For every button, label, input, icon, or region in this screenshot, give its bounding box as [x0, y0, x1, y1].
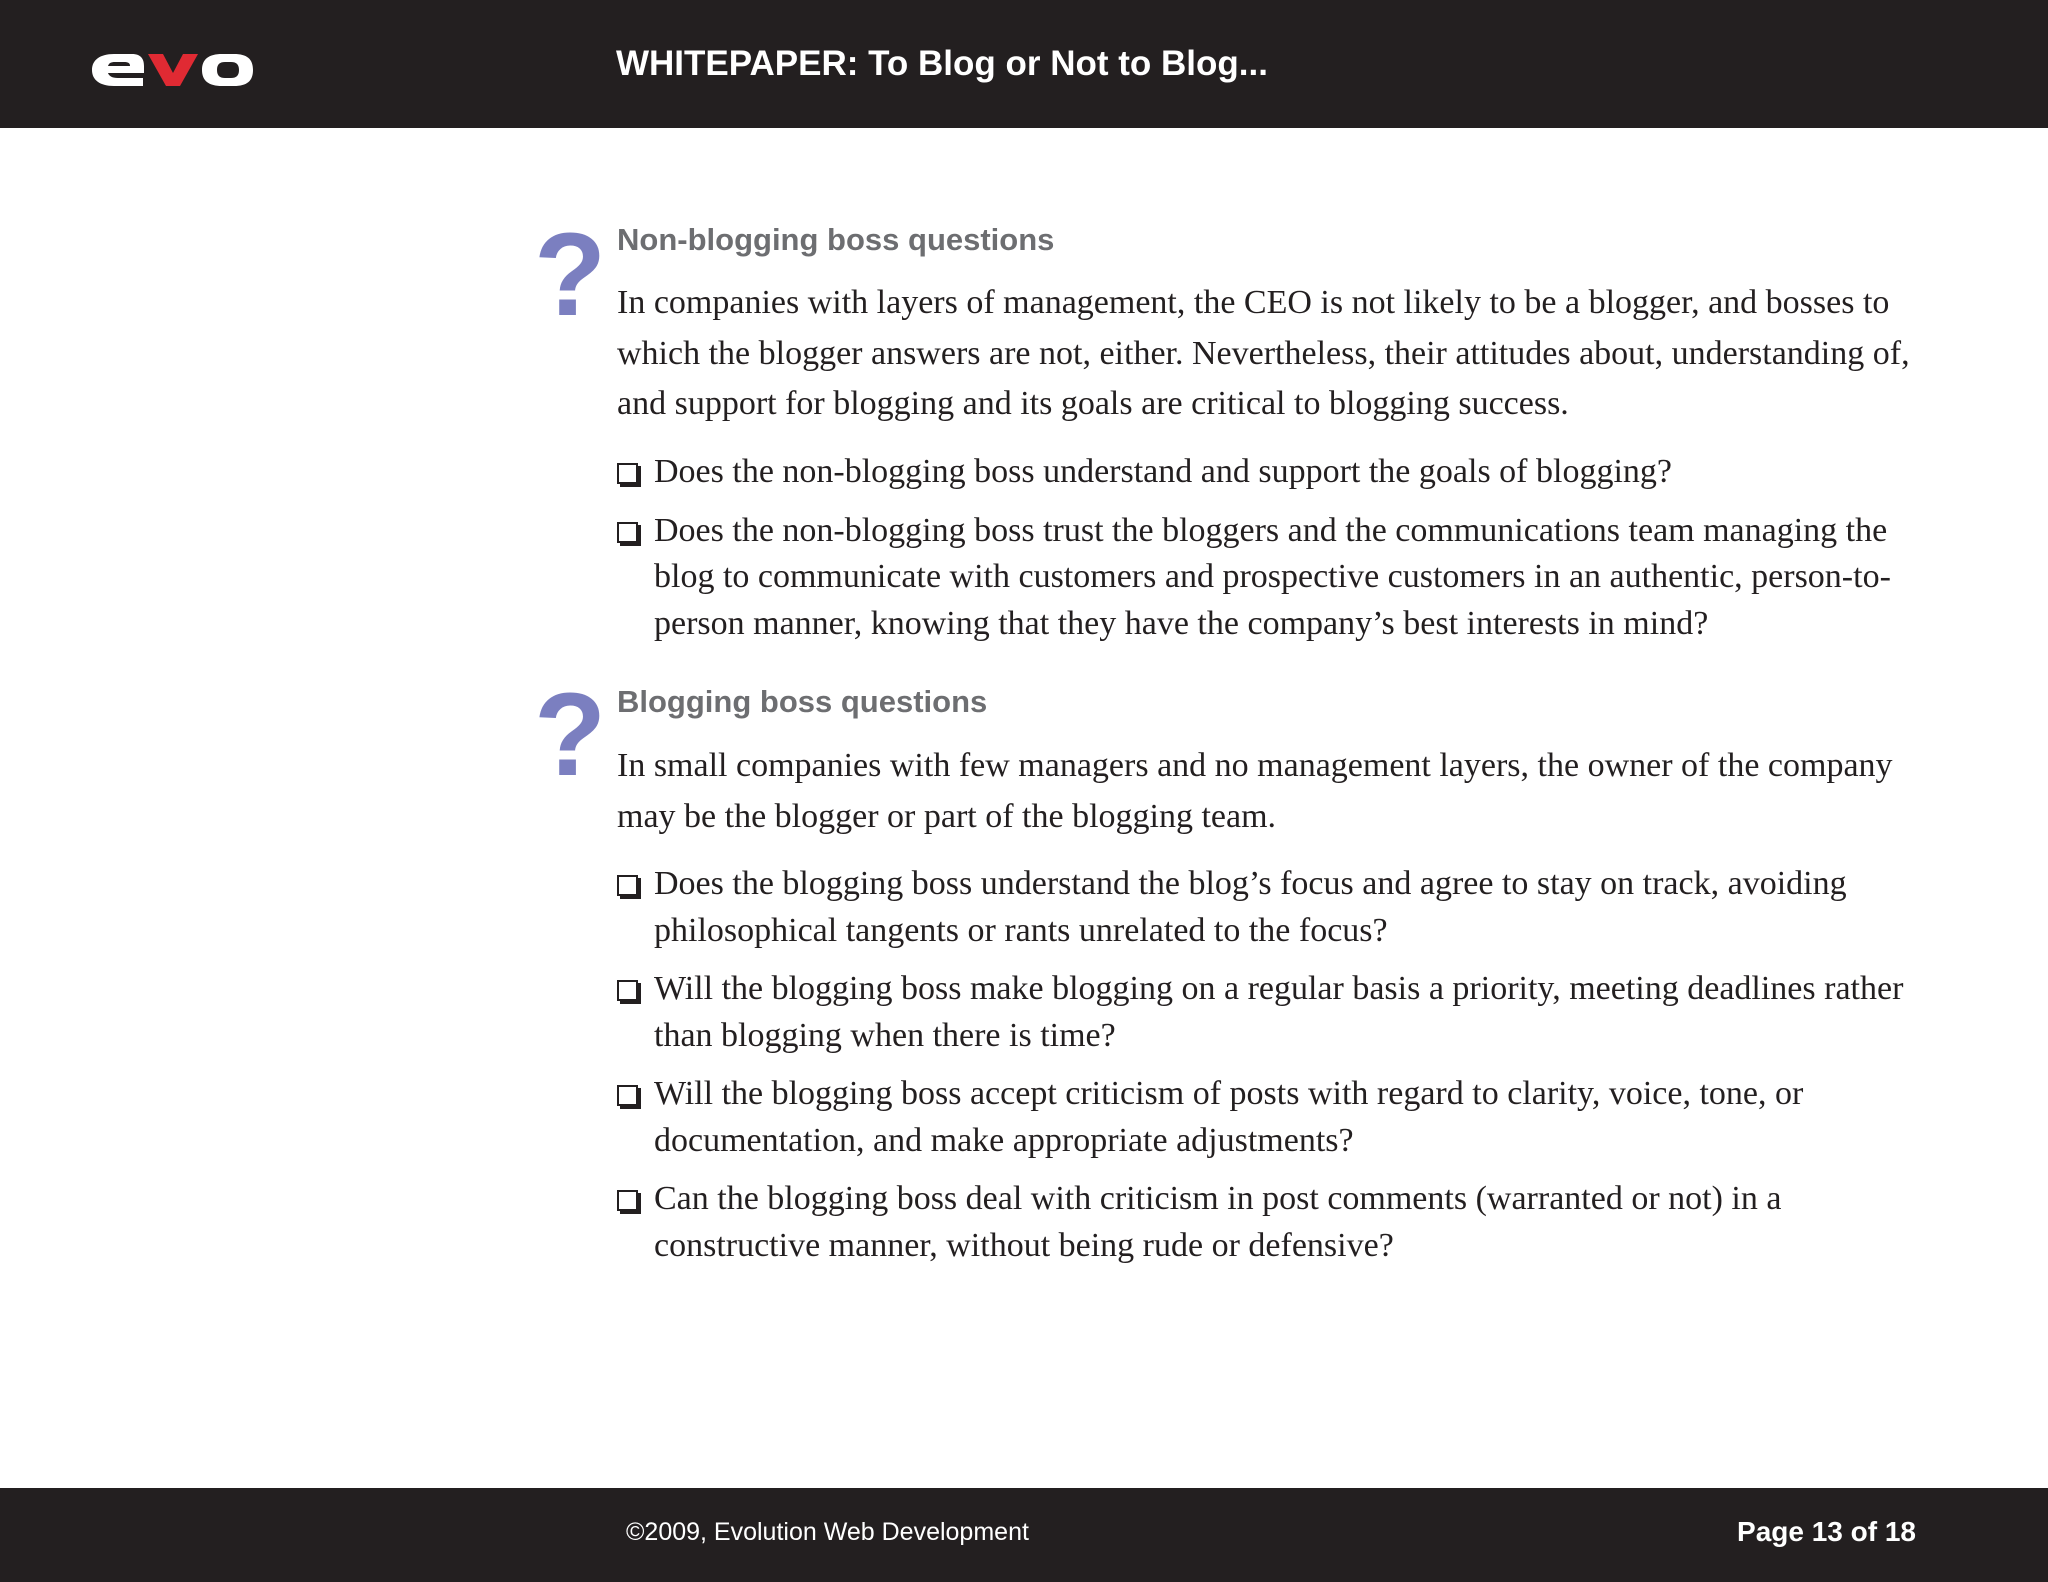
section-heading: Blogging boss questions [617, 684, 988, 719]
document-title: WHITEPAPER: To Blog or Not to Blog... [616, 44, 1268, 83]
question-mark-icon: ? [534, 669, 607, 801]
list-item [617, 449, 1937, 496]
header-bar [0, 0, 2048, 128]
list-item [617, 861, 1937, 954]
checkbox-icon [617, 875, 638, 896]
checkbox-icon [617, 1190, 638, 1211]
list-item-text: Will the blogging boss accept criticism of posts with regard to clarity, voice, tone, or documentation, and make appropriate adjustments? [654, 1075, 1804, 1159]
section-intro: In companies with layers of management, the CEO is not likely to be a blogger, and bosses to which the blogger answers are not, either. Nevertheless, their attitudes about, understanding of, and support for blogging and its goals are critical to blogging success. [617, 284, 1910, 422]
checkbox-icon [617, 980, 638, 1001]
list-item [617, 508, 1937, 648]
list-item-text: Can the blogging boss deal with criticism in post comments (warranted or not) in a constructive manner, without being rude or defensive? [654, 1180, 1782, 1264]
section-intro: In small companies with few managers and no management layers, the owner of the company may be the blogger or part of the blogging team. [617, 747, 1893, 835]
list-item-text: Does the non-blogging boss trust the bloggers and the communications team managing the blog to communicate with customers and prospective customers in an authentic, person-to-person manner, knowing that they have the company’s best interests in mind? [654, 511, 1891, 642]
checkbox-icon [617, 1085, 638, 1106]
list-item-text: Will the blogging boss make blogging on a regular basis a priority, meeting deadlines rather than blogging when there is time? [654, 970, 1904, 1054]
list-item [617, 1071, 1937, 1164]
list-item-text: Does the blogging boss understand the blog’s focus and agree to stay on track, avoiding philosophical tangents or rants unrelated to the focus? [654, 865, 1847, 949]
page-number: Page 13 of 18 [1737, 1516, 1916, 1547]
section-heading: Non-blogging boss questions [617, 222, 1055, 257]
checkbox-icon [617, 463, 638, 484]
question-mark-icon: ? [534, 209, 607, 341]
evo-logo [90, 52, 254, 88]
copyright-notice: ©2009, Evolution Web Development [626, 1518, 1029, 1546]
list-item [617, 1176, 1937, 1269]
list-item-text: Does the non-blogging boss understand and support the goals of blogging? [654, 453, 1672, 490]
question-list [617, 861, 1937, 1281]
checkbox-icon [617, 522, 638, 543]
list-item [617, 966, 1937, 1059]
question-list [617, 449, 1937, 659]
